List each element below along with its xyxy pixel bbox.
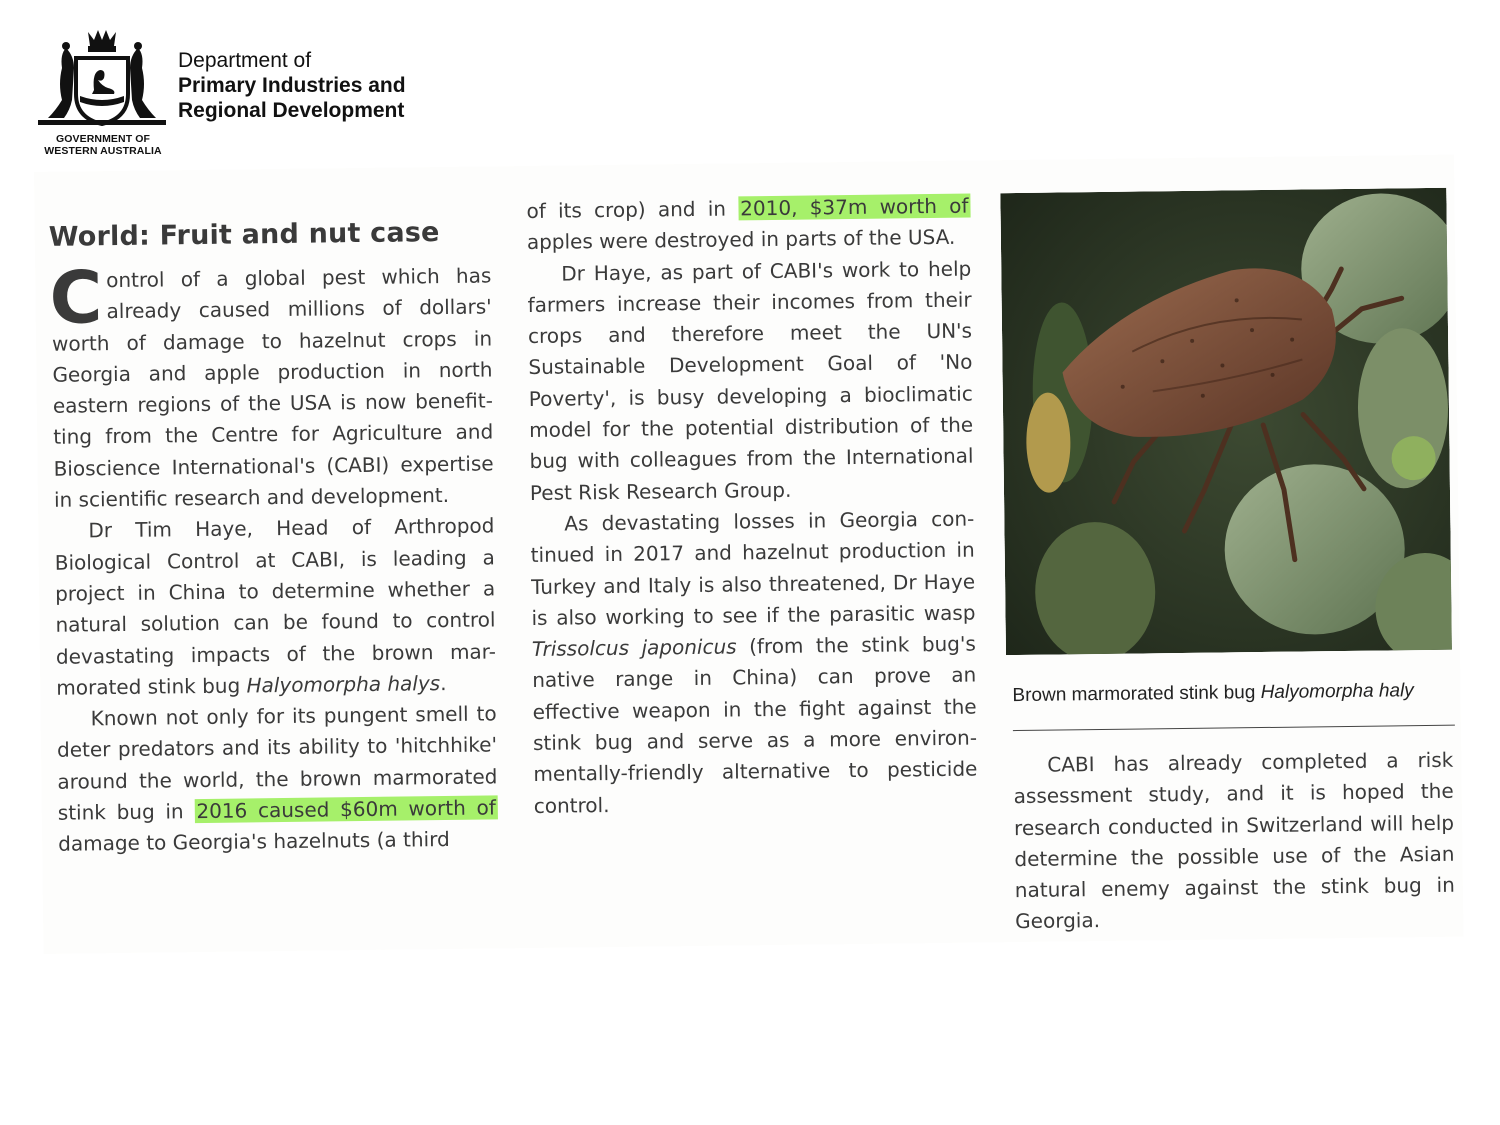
stink-bug-photo xyxy=(1000,188,1452,655)
wasp-species-name: Trissolcus japonicus xyxy=(531,634,737,662)
paragraph-7: CABI has already completed a risk assessment study, and it is hoped the research conducted in Switzerland will help determine the possible use of the Asian natural enemy against the stink bug in Georgia. xyxy=(1013,747,1455,934)
dept-line-3: Regional Development xyxy=(178,99,405,122)
paragraph-3-text: Known not only for its pungent smell to deter predators and its ability to 'hitchhike' around the world, the brown marmorated stink bug in xyxy=(56,701,498,825)
paragraph-2 xyxy=(54,511,496,704)
paragraph-3-end: damage to Georgia's hazelnuts (a third xyxy=(58,827,450,857)
dept-line-1: Department of xyxy=(178,49,312,72)
caption-species: Halyomorpha haly xyxy=(1260,680,1414,704)
article-column-3 xyxy=(1013,745,1455,938)
highlight-2010: 2010, $37m worth of xyxy=(740,193,969,221)
government-name xyxy=(36,133,170,157)
article-title: World: Fruit and nut case xyxy=(48,217,440,253)
paragraph-2-text: Dr Tim Haye, Head of Arthropod Biological Control at CABI, is leading a project in China to determine whether a natural solution can be found to control devastating impacts of the brown mar-morated stink bug xyxy=(54,513,497,700)
scanned-article xyxy=(34,155,1463,954)
article-column-1 xyxy=(49,255,498,860)
department-name xyxy=(178,48,406,123)
paragraph-6 xyxy=(530,504,978,822)
paragraph-4-start: of its crop) and in xyxy=(526,196,727,223)
caption-text: Brown marmorated stink bug xyxy=(1012,682,1256,707)
paragraph-5: Dr Haye, as part of CABI's work to help farmers increase their incomes from their crops and therefore meet the UN's Sustainable Development Goal of 'No Poverty', is busy developing a bioclimatic model for the potential distribution of the bug with colleagues from the International Pest Risk Research Group. xyxy=(527,256,974,505)
paragraph-6-end: (from the stink bug's native range in China) can prove an effective weapon in the fight against the stink bug and serve as a more environ-mentally-friendly alternative to pesticide control. xyxy=(532,631,978,818)
gov-line-2: WESTERN AUSTRALIA xyxy=(44,145,162,157)
wa-government-crest-icon xyxy=(36,28,168,128)
dept-line-2: Primary Industries and xyxy=(178,74,406,97)
drop-cap: C xyxy=(49,255,103,340)
paragraph-2-end: . xyxy=(439,670,447,695)
highlight-2016: 2016 caused $60m worth of xyxy=(196,795,496,824)
photo-caption xyxy=(1012,680,1414,707)
caption-divider xyxy=(1013,725,1455,731)
species-name: Halyomorpha halys xyxy=(246,670,441,698)
paragraph-3 xyxy=(57,699,499,861)
paragraph-1-text: ontrol of a global pest which has already caused millions of dollars' worth of damage to hazelnut crops in Georgia and apple production in north eastern regions of the USA is now benefit-ting from the Centre for Agriculture and Bioscience International's (CABI) expertise in scientific research and development. xyxy=(51,263,494,512)
paragraph-6-text: As devastating losses in Georgia con-tinued in 2017 and hazelnut production in Turkey and Italy is also threatened, Dr Haye is also working to see if the parasitic wasp xyxy=(530,506,976,630)
paragraph-4-end: apples were destroyed in parts of the USA. xyxy=(526,225,956,255)
article-column-2 xyxy=(526,191,978,822)
gov-line-1: GOVERNMENT OF xyxy=(55,133,151,145)
paragraph-4 xyxy=(526,191,971,259)
paragraph-1 xyxy=(49,255,494,516)
